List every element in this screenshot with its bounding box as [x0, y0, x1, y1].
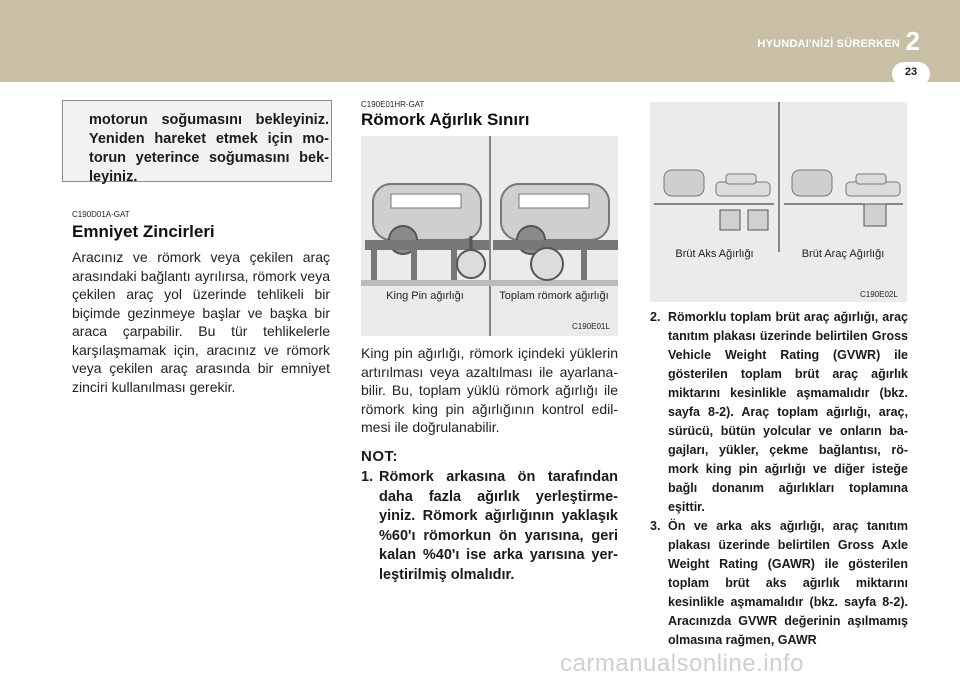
note-list: [361, 468, 618, 585]
section-title-chains: Emniyet Zincirleri: [72, 222, 215, 241]
chapter-number: 2: [905, 26, 920, 56]
kingpin-illustration: [361, 136, 618, 336]
figure-code-left: C190E01L: [572, 322, 610, 331]
note-item: 1. Römork arkasına ön tarafından daha fazla ağırlık yerleştirme-yiniz. Römork ağırlığının yaklaşık %60'ı römorkun ön yarısına, geri kalan %40'ı ise arka yarısına yer-leştirilmiş olmalıdır.: [361, 469, 618, 583]
callout-text: motorun soğumasını bekleyiniz. Yeniden hareket etmek için mo-torun yeterince soğumasını bek-leyiniz.: [89, 112, 329, 185]
trailer-body: King pin ağırlığı, römork içindeki yüklerin artırılması veya azaltılması ile ayarlana-bilir. Bu, toplam yüklü römork ağırlığı ile römork king pin ağırlığının kontrol edil-mesi ile doğrulanabilir.: [361, 345, 618, 435]
figure-code-right: C190E02L: [860, 290, 898, 299]
rule-item: 2. Römorklu toplam brüt araç ağırlığı, araç tanıtım plakası üzerinde belirtilen Gross Vehicle Weight Rating (GVWR) ile gösterilen toplam brüt araç ağırlık miktarını kesinlikle aşmamalıdır (bkz. sayfa 8-2). Araç toplam ağırlığı, araç, sürücü, bütün yolcular ve onların ba-gajları, yükler, çekme bağlantısı, rö-mork king pin ağırlığı ve diğer isteğe bağlı donanım ağırlıkları toplamına eşittir.: [650, 310, 908, 514]
figure-caption-total: Toplam römork ağırlığı: [499, 290, 609, 302]
chains-body: Aracınız ve römork veya çekilen araç arasındaki bağlantı ayrılırsa, römork veya çekilen araç yol üzerinde tehlikeli bir biçimde gezinmeye başlar ve başka bir araca çarpabilir. Bu tür tehlikelerle karşılaşmamak için, aracınız ve römork veya çekilen araç arasında bir emniyet zinciri kullanılması gerekir.: [72, 249, 330, 395]
watermark: carmanualsonline.info: [560, 650, 804, 677]
section-title-trailer: Römork Ağırlık Sınırı: [361, 110, 530, 129]
header-title: HYUNDAI'NİZİ SÜRERKEN: [757, 38, 900, 50]
figure-caption-axle: Brüt Aks Ağırlığı: [675, 248, 754, 260]
axle-weight-figure: [650, 102, 907, 302]
weight-rules-list: [650, 308, 908, 650]
figure-caption-kingpin: King Pin ağırlığı: [386, 290, 464, 302]
section-code-chains: C190D01A-GAT: [72, 210, 130, 219]
section-code-trailer: C190E01HR-GAT: [361, 100, 425, 109]
axle-illustration: [650, 102, 907, 302]
page-number: 23: [904, 66, 918, 78]
note-title: NOT:: [361, 448, 398, 465]
warning-callout-box: [62, 100, 332, 185]
rule-item: 3. Ön ve arka aks ağırlığı, araç tanıtım plakası üzerinde belirtilen Gross Axle Weight Rating (GAWR) ile gösterilen toplam brüt aks ağırlık miktarını kesinlikle aşmamalıdır (bkz. sayfa 8-2). Aracınızda GVWR değerinin aşılmamış olmasına rağmen, GAWR: [650, 519, 908, 647]
figure-caption-vehicle: Brüt Araç Ağırlığı: [801, 248, 885, 260]
kingpin-weight-figure: [361, 136, 618, 336]
